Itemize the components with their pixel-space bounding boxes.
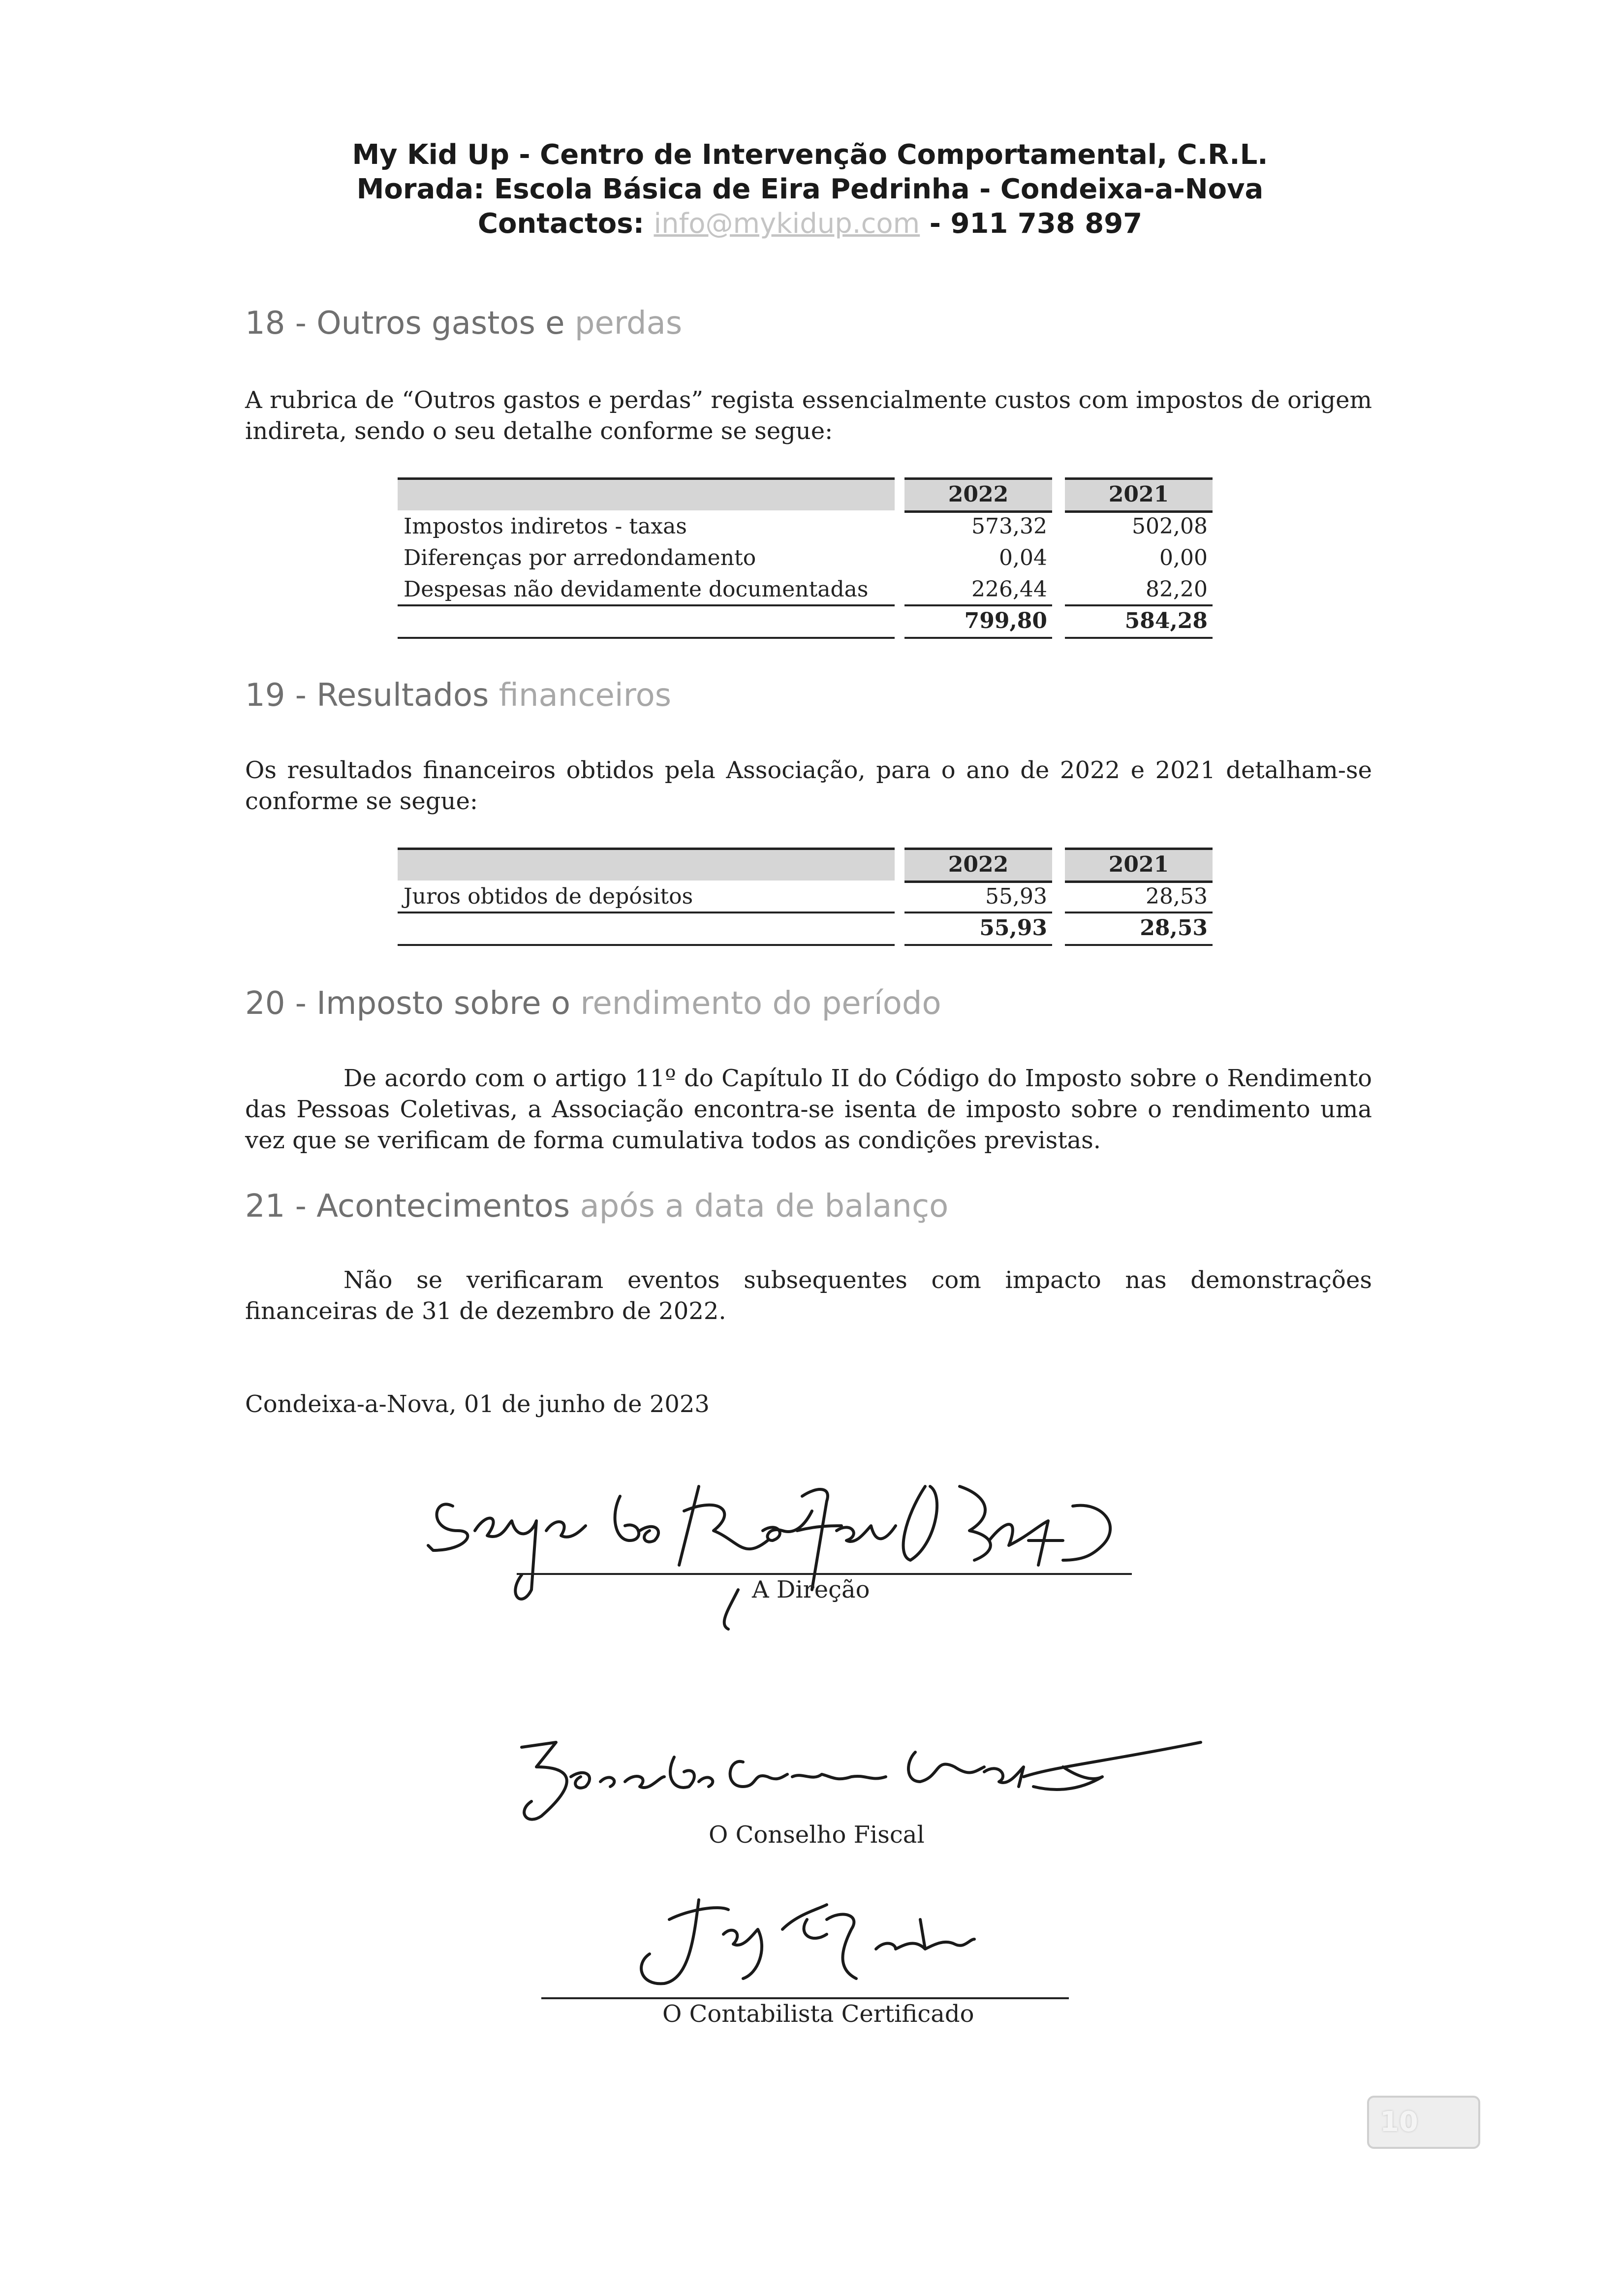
section-20-heading: 20 - Imposto sobre o rendimento do período xyxy=(245,985,941,1022)
table-row xyxy=(398,542,1213,574)
table-other-expenses xyxy=(398,477,1213,637)
row-label: Impostos indiretos - taxas xyxy=(404,514,687,539)
signature-conselho-icon xyxy=(512,1728,1220,1836)
page-number: 10 xyxy=(1380,2106,1418,2138)
col-2021: 2021 xyxy=(1065,848,1213,883)
company-contacts xyxy=(0,207,1620,241)
table-total-row xyxy=(398,605,1213,637)
table-financial-results xyxy=(398,848,1213,944)
section-20-paragraph: De acordo com o artigo 11º do Capítulo II do Código do Imposto sobre o Rendimento das Pessoas Coletivas, a Associação encontra-se isenta de imposto sobre o rendimento uma vez que se verificam de forma cumulativa todos as condições previstas. xyxy=(245,1065,1372,1154)
contacts-label: Contactos: xyxy=(477,208,645,240)
row-value-2022: 0,04 xyxy=(999,545,1047,570)
signature-line-direcao xyxy=(517,1573,1132,1575)
table-header xyxy=(398,848,1213,881)
table-header xyxy=(398,477,1213,511)
table-header-shade xyxy=(398,848,895,881)
signature-label-conselho: O Conselho Fiscal xyxy=(709,1821,925,1849)
row-value-2021: 502,08 xyxy=(1132,514,1208,539)
place-and-date: Condeixa-a-Nova, 01 de junho de 2023 xyxy=(245,1390,710,1418)
signature-direcao-icon xyxy=(423,1467,1152,1644)
table-total-row xyxy=(398,912,1213,944)
row-label: Diferenças por arredondamento xyxy=(404,545,756,570)
col-2021: 2021 xyxy=(1065,477,1213,513)
total-2021: 584,28 xyxy=(1124,608,1208,633)
table-header-shade xyxy=(398,477,895,510)
section-19-paragraph: Os resultados financeiros obtidos pela Associação, para o ano de 2022 e 2021 detalham-se conforme se segue: xyxy=(245,756,1372,815)
row-value-2021: 82,20 xyxy=(1146,577,1208,602)
total-2022: 799,80 xyxy=(964,608,1047,633)
signature-label-direcao: A Direção xyxy=(752,1576,870,1604)
col-2022: 2022 xyxy=(904,848,1052,883)
table-row xyxy=(398,511,1213,542)
row-value-2022: 573,32 xyxy=(971,514,1047,539)
company-name: My Kid Up - Centro de Intervenção Comportamental, C.R.L. xyxy=(352,139,1268,171)
page-number-badge xyxy=(1367,2096,1480,2149)
signature-line-contabilista xyxy=(541,1997,1069,1999)
section-18-heading: 18 - Outros gastos e perdas xyxy=(245,305,683,342)
row-value-2022: 55,93 xyxy=(985,884,1047,909)
section-19-heading: 19 - Resultados financeiros xyxy=(245,677,672,714)
signature-label-contabilista: O Contabilista Certificado xyxy=(662,2000,974,2028)
row-label: Despesas não devidamente documentadas xyxy=(404,577,869,602)
table-row xyxy=(398,881,1213,912)
total-2022: 55,93 xyxy=(979,915,1047,941)
section-21-paragraph: Não se verificaram eventos subsequentes com impacto nas demonstrações financeiras de 31 de dezembro de 2022. xyxy=(245,1266,1372,1325)
email-link[interactable]: info@mykidup.com xyxy=(654,208,920,240)
signature-contabilista-icon xyxy=(620,1890,1053,1998)
section-21-heading: 21 - Acontecimentos após a data de balanço xyxy=(245,1188,949,1225)
col-2022: 2022 xyxy=(904,477,1052,513)
table-row xyxy=(398,574,1213,605)
row-value-2022: 226,44 xyxy=(971,577,1047,602)
row-label: Juros obtidos de depósitos xyxy=(404,884,693,909)
total-2021: 28,53 xyxy=(1140,915,1208,941)
phone-number: - 911 738 897 xyxy=(929,208,1143,240)
row-value-2021: 0,00 xyxy=(1159,545,1208,570)
row-value-2021: 28,53 xyxy=(1146,884,1208,909)
company-address: Morada: Escola Básica de Eira Pedrinha - Condeixa-a-Nova xyxy=(356,173,1264,205)
section-18-paragraph: A rubrica de “Outros gastos e perdas” regista essencialmente custos com impostos de origem indireta, sendo o seu detalhe conforme se segue: xyxy=(245,386,1372,445)
